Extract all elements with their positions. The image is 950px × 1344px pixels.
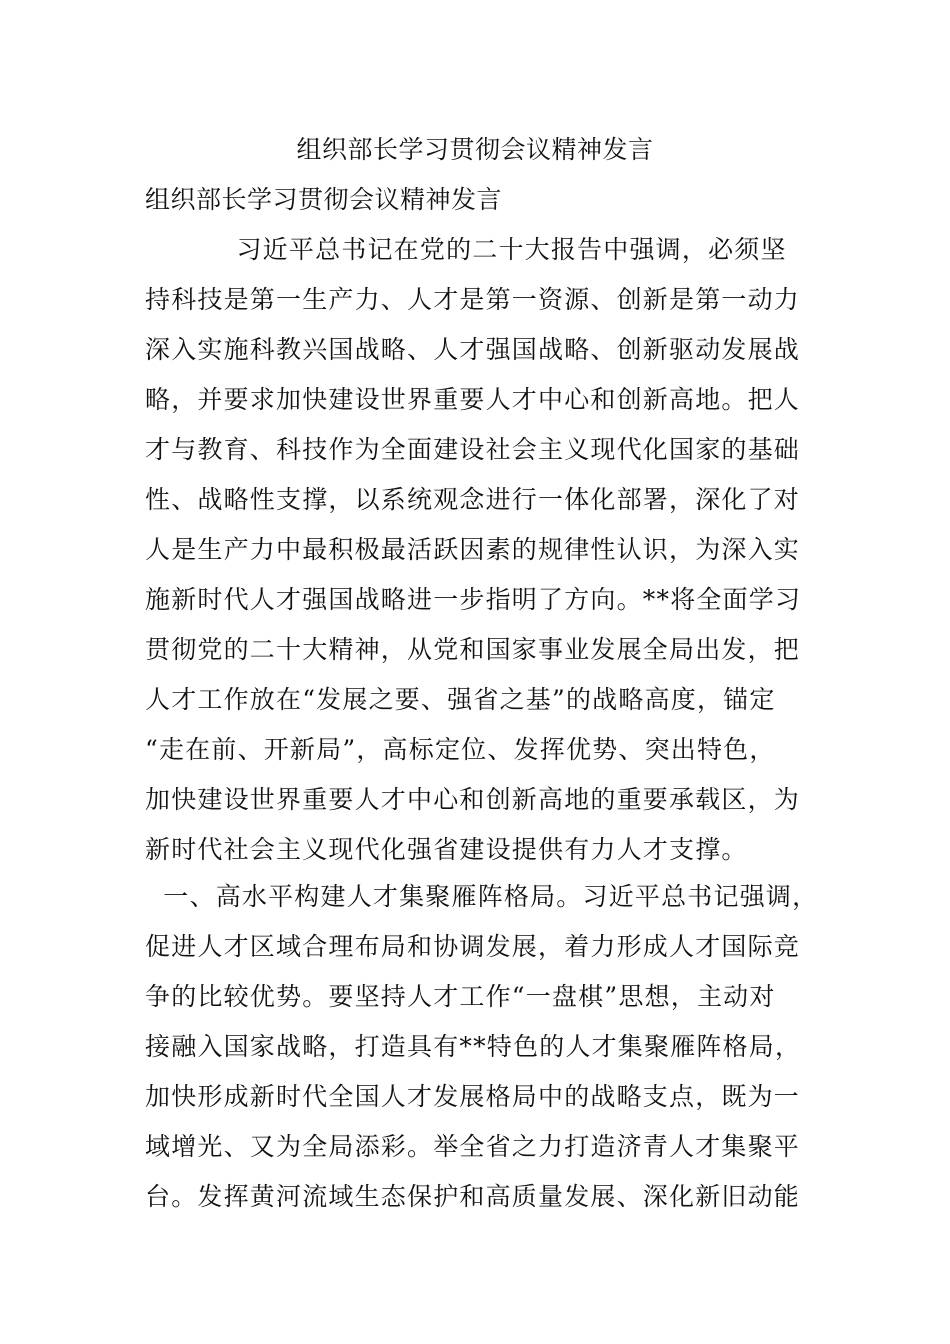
- paragraph-line: 人才工作放在“发展之要、强省之基”的战略高度，锚定: [145, 685, 776, 714]
- document-title: 组织部长学习贯彻会议精神发言: [296, 135, 654, 164]
- paragraph-line: 略，并要求加快建设世界重要人才中心和创新高地。把人: [145, 385, 801, 414]
- paragraph-line: “走在前、开新局”，高标定位、发挥优势、突出特色，: [145, 735, 776, 764]
- paragraph-2: [145, 872, 819, 1222]
- paragraph-line: 持科技是第一生产力、人才是第一资源、创新是第一动力: [145, 285, 801, 314]
- paragraph-line: 贯彻党的二十大精神，从党和国家事业发展全局出发，把: [145, 635, 801, 664]
- paragraph-line: 习近平总书记在党的二十大报告中强调，必须坚: [145, 235, 787, 264]
- paragraph-line: 新时代社会主义现代化强省建设提供有力人才支撑。: [145, 835, 748, 864]
- paragraph-1: [145, 225, 807, 875]
- document-subtitle: 组织部长学习贯彻会议精神发言: [145, 185, 503, 214]
- paragraph-line: 才与教育、科技作为全面建设社会主义现代化国家的基础: [145, 435, 801, 464]
- paragraph-line: 台。发挥黄河流域生态保护和高质量发展、深化新旧动能: [145, 1182, 801, 1211]
- paragraph-line: 域增光、又为全局添彩。举全省之力打造济青人才集聚平: [145, 1132, 801, 1161]
- paragraph-line: 促进人才区域合理布局和协调发展，着力形成人才国际竞: [145, 932, 801, 961]
- paragraph-line: 接融入国家战略，打造具有**特色的人才集聚雁阵格局，: [145, 1032, 802, 1061]
- paragraph-line: 一、高水平构建人才集聚雁阵格局。习近平总书记强调，: [145, 882, 819, 911]
- paragraph-line: 人是生产力中最积极最活跃因素的规律性认识，为深入实: [145, 535, 801, 564]
- paragraph-line: 深入实施科教兴国战略、人才强国战略、创新驱动发展战: [145, 335, 801, 364]
- paragraph-line: 加快形成新时代全国人才发展格局中的战略支点，既为一: [145, 1082, 801, 1111]
- paragraph-line: 争的比较优势。要坚持人才工作“一盘棋”思想，主动对: [145, 982, 776, 1011]
- paragraph-line: 加快建设世界重要人才中心和创新高地的重要承载区，为: [145, 785, 801, 814]
- paragraph-line: 施新时代人才强国战略进一步指明了方向。**将全面学习: [145, 585, 802, 614]
- paragraph-line: 性、战略性支撑，以系统观念进行一体化部署，深化了对: [145, 485, 801, 514]
